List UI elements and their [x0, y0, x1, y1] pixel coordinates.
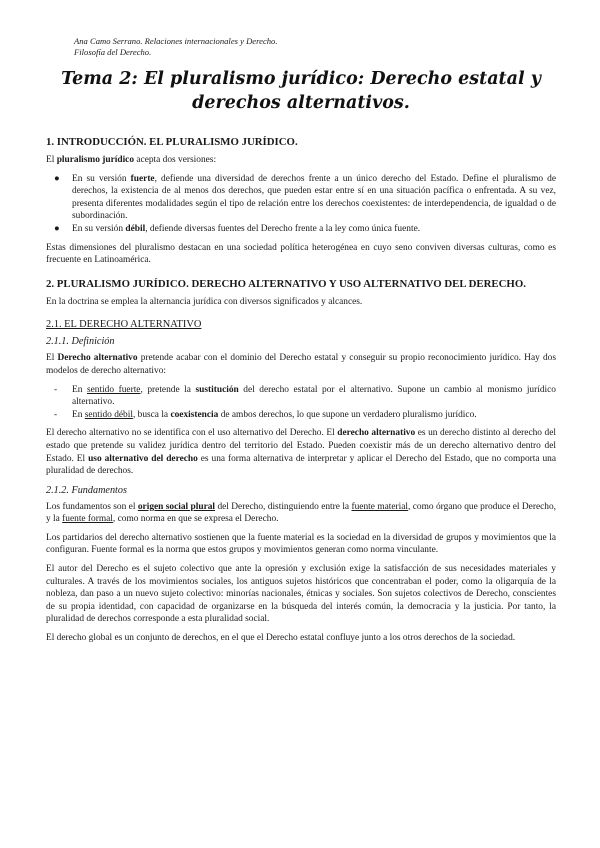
text-run: El	[46, 155, 57, 165]
text-run: , pretende la	[140, 384, 196, 395]
term-derecho-alternativo: Derecho alternativo	[57, 353, 138, 364]
list-item-debil	[46, 223, 556, 236]
subsection-2-1-2-heading: 2.1.2. Fundamentos	[46, 484, 127, 496]
fundamentos-paragraph-2: Los partidarios del derecho alternativo sostienen que la fuente material es la sociedad en la diversidad de grupos y movimientos que la configuran. Fuente formal es la norma que estos grupos y movimientos generan como norma vinculante.	[46, 532, 556, 556]
text-run: del derecho estatal por el alternativo. Supone un cambio al monismo jurídico alternativo.	[72, 384, 556, 408]
title-line-2: derechos alternativos.	[192, 93, 410, 113]
subsection-2-1-heading: 2.1. EL DERECHO ALTERNATIVO	[46, 319, 202, 331]
document-title	[46, 67, 556, 115]
section-2-heading: 2. PLURALISMO JURÍDICO. DERECHO ALTERNATIVO Y USO ALTERNATIVO DEL DERECHO.	[46, 277, 526, 290]
section-1-intro	[46, 154, 556, 167]
text-run: Los fundamentos son el	[46, 501, 138, 512]
term-pluralismo: pluralismo jurídico	[56, 155, 135, 165]
title-line-1: Tema 2: El pluralismo jurídico: Derecho estatal y	[61, 69, 541, 89]
term-fuerte: fuerte	[130, 173, 155, 184]
definition-paragraph	[46, 352, 556, 377]
list-item-fuerte	[46, 173, 556, 223]
text-run: , defiende una diversidad de derechos frente a un único derecho del Estado. Define el pluralismo de derechos, la existencia de al menos dos derechos, que pueden estar entre sí en una situación pacífica o enfrentada. A su vez, presenta diferentes modalidades según el tipo de relación entre los derechos coexistentes: de interdependencia, de igualdad o de subordinación.	[72, 173, 556, 222]
section-2-intro: En la doctrina se emplea la alternancia jurídica con diversos significados y alcances.	[46, 296, 363, 307]
text-run: pretende acabar con el dominio del Derecho estatal y conseguir su propio reconocimiento jurídico. Hay dos modelos de derecho alternativo:	[46, 353, 556, 376]
section-1-heading: 1. INTRODUCCIÓN. EL PLURALISMO JURÍDICO.	[46, 136, 298, 148]
text-run: , defiende diversas fuentes del Derecho frente a la ley como única fuente.	[145, 223, 421, 234]
fundamentos-paragraph-3: El autor del Derecho es el sujeto colectivo que ante la opresión y exclusión exige la satisfacción de sus necesidades materiales y culturales. A través de los movimientos sociales, los antiguos sujetos históricos que concentraban el poder, como la oligarquía de la nobleza, dan paso a un nuevo sujeto colectivo: minorías nacionales, étnicas y sociales. Son sujetos colectivos de Derecho, conscientes de su propia identidad, con capacidad de organizarse en la búsqueda del interés común, la democracia y la justicia. Por tanto, la pluralidad de derechos corresponde a esta pluralidad social.	[46, 564, 556, 625]
text-run: del Derecho, distinguiendo entre la	[215, 501, 352, 512]
text-run: , como órgano que produce el Derecho, y la	[46, 501, 557, 525]
text-run: El	[46, 353, 58, 364]
term-sentido-fuerte: sentido fuerte	[86, 384, 141, 395]
text-run: En su versión	[72, 173, 131, 184]
text-run: En	[72, 384, 87, 395]
distinction-paragraph	[46, 427, 556, 477]
term-sustitucion: sustitución	[195, 384, 239, 395]
models-list	[46, 384, 556, 422]
list-item-sentido-fuerte	[46, 384, 556, 409]
term-derecho-alternativo: derecho alternativo	[337, 428, 416, 439]
dash-marker: -	[54, 384, 58, 395]
bullet-marker: ●	[54, 173, 60, 184]
term-fuente-material: fuente material	[351, 501, 409, 512]
dash-marker: -	[54, 409, 58, 420]
bullet-marker: ●	[54, 223, 60, 234]
page-header	[74, 36, 556, 58]
section-1-closing: Estas dimensiones del pluralismo destacan en una sociedad política heterogénea en cuyo seno conviven diversas culturas, como es frecuente en Latinoamérica.	[46, 242, 556, 266]
header-author-line: Ana Camo Serrano. Relaciones internacionales y Derecho.	[74, 36, 278, 46]
text-run: de ambos derechos, lo que supone un verdadero pluralismo jurídico.	[218, 409, 477, 420]
text-run: En	[72, 409, 85, 420]
text-run: En su versión	[72, 223, 126, 234]
text-run: es un derecho distinto al derecho del estado que pretende su validez jurídica dentro del territorio del Estado. Pueden coexistir más de un derecho alternativo dentro del Estado. El	[46, 428, 556, 464]
term-uso-alternativo: uso alternativo del derecho	[88, 453, 198, 464]
text-run: acepta dos versiones:	[134, 155, 217, 165]
fundamentos-paragraph-1	[46, 501, 556, 526]
term-sentido-debil: sentido débil	[84, 409, 133, 420]
text-run: es una forma alternativa de interpretar y aplicar el Derecho del Estado, que no comporta una pluralidad de derechos.	[46, 453, 556, 477]
subsection-2-1-1-heading: 2.1.1. Definición	[46, 336, 115, 348]
text-run: , busca la	[132, 409, 171, 420]
term-fuente-formal: fuente formal	[62, 514, 113, 525]
section-1-list	[46, 173, 556, 236]
term-debil: débil	[125, 223, 146, 234]
term-coexistencia: coexistencia	[170, 409, 219, 420]
list-item-sentido-debil	[46, 409, 556, 422]
text-run: , como norma en que se expresa el Derecho.	[112, 514, 279, 525]
fundamentos-paragraph-4: El derecho global es un conjunto de derechos, en el que el Derecho estatal confluye junto a los otros derechos de la sociedad.	[46, 633, 516, 644]
header-subject-line: Filosofía del Derecho.	[74, 47, 152, 57]
term-origen-social: origen social plural	[137, 501, 216, 512]
text-run: El derecho alternativo no se identifica con el uso alternativo del Derecho. El	[46, 428, 338, 439]
